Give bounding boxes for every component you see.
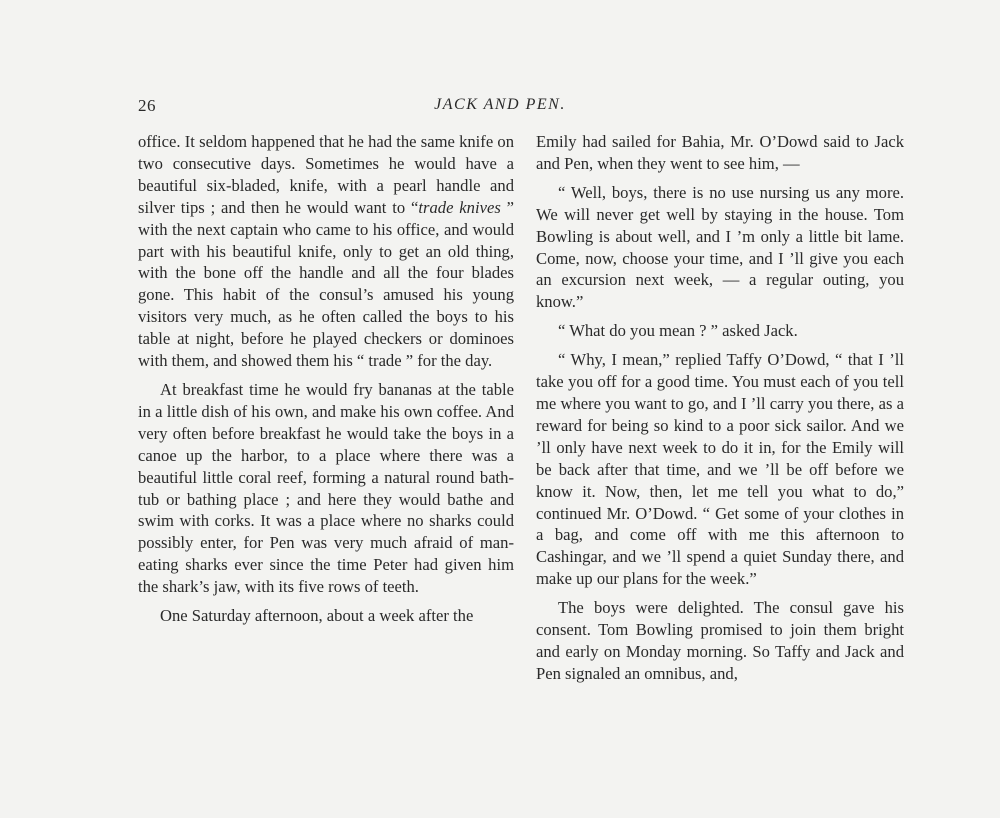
paragraph-1-text-a: office. It seldom happened that he had the same knife on two consecutive days. Sometimes he would have a beautiful six-bladed, knife, with a pearl handle and silver tips ; and then he would want to “: [138, 132, 514, 217]
paragraph-8: The boys were delighted. The consul gave his consent. Tom Bowling promised to join them bright and early on Monday morning. So Taffy and Jack and Pen signaled an omnibus, and,: [536, 598, 904, 683]
right-column: [536, 131, 904, 685]
running-title: JACK AND PEN.: [434, 96, 566, 113]
paragraph-7: “ Why, I mean,” replied Taffy O’Dowd, “ that I ’ll take you off for a good time. You must each of you tell me where you want to go, and I ’ll carry you there, as a reward for being so kind to a poor sick sailor. And we ’ll only have next week to do it in, for the Emily will be back after that time, and we ’ll be off before we know it. Now, then, let me tell you what to do,” continued Mr. O’Dowd. “ Get some of your clothes in a bag, and come off with me this afternoon to Cashingar, and we ’ll spend a quiet Sunday there, and make up our plans for the week.”: [536, 350, 904, 589]
trade-knives-italic: trade knives: [418, 197, 501, 217]
paragraph-3: One Saturday afternoon, about a week after the: [160, 606, 474, 626]
paragraph-1: [138, 131, 514, 372]
paragraph-6: “ What do you mean ? ” asked Jack.: [558, 321, 798, 341]
paragraph-2: At breakfast time he would fry bananas at the table in a little dish of his own, and make his own coffee. And very often before breakfast he would take the boys in a canoe up the harbor, to a place where there was a beautiful little coral reef, forming a natural round bath-tub or bathing place ; and here they would bathe and swim with corks. It was a place where no sharks could possibly enter, for Pen was very much afraid of man-eating sharks ever since the time Peter had given him the shark’s jaw, with its five rows of teeth.: [138, 379, 514, 597]
paragraph-5: “ Well, boys, there is no use nursing us any more. We will never get well by staying in the house. Tom Bowling is about well, and I ’m only a little bit lame. Come, now, choose your time, and I ’ll give you each an excursion next week, — a regular outing, you know.”: [536, 182, 904, 312]
paragraph-4: Emily had sailed for Bahia, Mr. O’Dowd said to Jack and Pen, when they went to see him, —: [536, 132, 904, 173]
page-number: 26: [138, 96, 156, 115]
paragraph-1-text-b: ” with the next captain who came to his office, and would part with his beautiful knife, only to get an old thing, with the bone off the handle and all the four blades gone. This habit of the consul’s amused his young visitors very much, as he often called the boys to his table at night, before he played checkers or dominoes with them, and showed them his “ trade ” for the day.: [138, 197, 515, 371]
left-column: [138, 131, 514, 627]
